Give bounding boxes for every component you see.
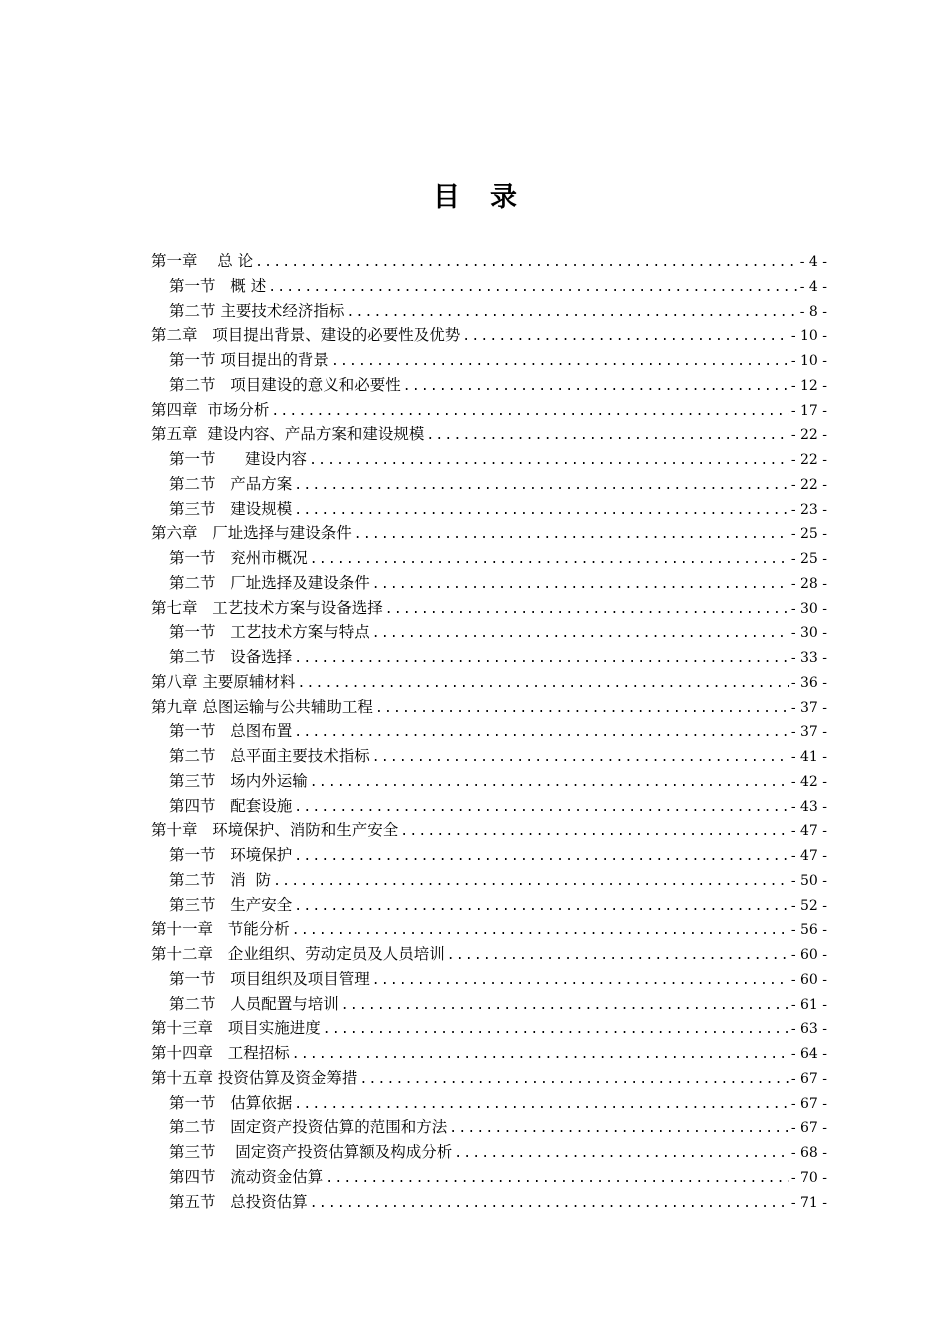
toc-entry-text: 第十章 环境保护、消防和生产安全 bbox=[151, 821, 399, 840]
toc-entry-text: 第九章 总图运输与公共辅助工程 bbox=[151, 697, 373, 716]
toc-chapter-entry[interactable] bbox=[151, 917, 827, 942]
toc-entry-text: 第一节 项目组织及项目管理 bbox=[169, 969, 370, 988]
toc-page-number: - 4 - bbox=[799, 254, 827, 270]
toc-page-number: - 4 - bbox=[799, 278, 827, 295]
toc-page-number: - 30 - bbox=[790, 625, 827, 642]
toc-dot-leader bbox=[297, 672, 788, 697]
toc-dot-leader bbox=[294, 796, 789, 821]
toc-dot-leader bbox=[447, 944, 789, 969]
toc-entry-text: 第十四章 工程招标 bbox=[151, 1044, 290, 1062]
toc-page-number: - 52 - bbox=[790, 897, 827, 914]
toc-page-number: - 33 - bbox=[790, 650, 827, 666]
toc-dot-leader bbox=[372, 573, 789, 598]
toc-page-number: - 67 - bbox=[790, 1070, 827, 1087]
toc-entry-text: 第一节 项目提出的背景 bbox=[169, 351, 329, 369]
toc-entry-text: 第四节 配套设施 bbox=[169, 796, 293, 815]
toc-entry-text: 第七章 工艺技术方案与设备选择 bbox=[151, 598, 383, 617]
toc-dot-leader bbox=[294, 474, 789, 499]
toc-chapter-entry[interactable] bbox=[151, 1041, 827, 1066]
toc-page-number: - 12 - bbox=[790, 377, 827, 394]
toc-dot-leader bbox=[292, 1043, 789, 1068]
toc-chapter-entry[interactable] bbox=[151, 398, 827, 423]
toc-dot-leader bbox=[325, 1167, 789, 1192]
toc-section-entry[interactable] bbox=[151, 299, 827, 324]
toc-page-number: - 8 - bbox=[799, 303, 827, 320]
toc-entry-text: 第三节 建设规模 bbox=[169, 499, 293, 518]
toc-dot-leader bbox=[359, 1068, 788, 1093]
toc-dot-leader bbox=[294, 499, 789, 524]
toc-page-number: - 25 - bbox=[790, 526, 827, 543]
toc-section-entry[interactable] bbox=[151, 967, 827, 992]
toc-page-number: - 47 - bbox=[790, 823, 827, 840]
toc-entry-text: 第二节 消 防 bbox=[169, 870, 272, 889]
toc-page-number: - 71 - bbox=[790, 1194, 827, 1211]
toc-page-number: - 56 - bbox=[790, 922, 827, 939]
toc-chapter-entry[interactable] bbox=[151, 695, 827, 720]
toc-entry-text: 第五节 总投资估算 bbox=[169, 1192, 308, 1211]
toc-section-entry[interactable] bbox=[151, 546, 827, 571]
toc-dot-leader bbox=[273, 870, 789, 895]
toc-section-entry[interactable] bbox=[151, 893, 827, 918]
toc-dot-leader bbox=[310, 771, 789, 796]
toc-entry-text: 第十一章 节能分析 bbox=[151, 920, 290, 939]
toc-page-number: - 28 - bbox=[790, 575, 827, 592]
toc-entry-text: 第六章 厂址选择与建设条件 bbox=[151, 524, 352, 543]
toc-dot-leader bbox=[372, 746, 789, 771]
toc-page-number: - 37 - bbox=[790, 724, 827, 741]
toc-section-entry[interactable] bbox=[151, 744, 827, 769]
toc-dot-leader bbox=[271, 400, 788, 425]
toc-dot-leader bbox=[309, 449, 789, 474]
toc-dot-leader bbox=[375, 697, 789, 722]
toc-page-number: - 63 - bbox=[790, 1021, 827, 1038]
toc-entry-text: 第一节 总图布置 bbox=[169, 722, 293, 741]
toc-chapter-entry[interactable] bbox=[151, 1066, 827, 1091]
toc-entry-text: 第二节 总平面主要技术指标 bbox=[169, 747, 370, 765]
toc-section-entry[interactable] bbox=[151, 1190, 827, 1215]
toc-entry-text: 第三节 生产安全 bbox=[169, 895, 293, 914]
toc-entry-text: 第三节 固定资产投资估算额及构成分析 bbox=[169, 1143, 453, 1161]
toc-dot-leader bbox=[385, 598, 789, 623]
toc-entry-text: 第五章 建设内容、产品方案和建设规模 bbox=[151, 425, 425, 444]
toc-page-number: - 42 - bbox=[790, 773, 827, 790]
toc-page-number: - 67 - bbox=[790, 1095, 827, 1112]
toc-section-entry[interactable] bbox=[151, 1115, 827, 1140]
toc-dot-leader bbox=[294, 895, 789, 920]
toc-entry-text: 第二节 产品方案 bbox=[169, 474, 293, 493]
toc-section-entry[interactable] bbox=[151, 794, 827, 819]
toc-section-entry[interactable] bbox=[151, 447, 827, 472]
toc-entry-text: 第一节 概 述 bbox=[169, 276, 267, 295]
toc-page-number: - 43 - bbox=[790, 798, 827, 815]
toc-page-number: - 60 - bbox=[790, 971, 827, 988]
toc-section-entry[interactable] bbox=[151, 497, 827, 522]
toc-page-number: - 61 - bbox=[790, 996, 827, 1013]
toc-entry-text: 第二章 项目提出背景、建设的必要性及优势 bbox=[151, 326, 461, 345]
toc-chapter-entry[interactable] bbox=[151, 422, 827, 447]
toc-section-entry[interactable] bbox=[151, 1165, 827, 1190]
toc-page-number: - 36 - bbox=[790, 674, 827, 691]
toc-page-number: - 10 - bbox=[790, 328, 827, 345]
toc-entry-text: 第四章 市场分析 bbox=[151, 400, 270, 419]
toc-page-number: - 25 - bbox=[790, 551, 827, 567]
toc-entry-text: 第一章 总 论 bbox=[151, 252, 254, 270]
toc-page-number: - 22 - bbox=[790, 427, 827, 444]
toc-entry-text: 第八章 主要原辅材料 bbox=[151, 672, 296, 691]
toc-page-number: - 37 - bbox=[790, 699, 827, 716]
toc-section-entry[interactable] bbox=[151, 571, 827, 596]
toc-entry-text: 第一节 估算依据 bbox=[169, 1093, 293, 1112]
toc-page-number: - 60 - bbox=[790, 947, 827, 963]
toc-entry-text: 第二节 厂址选择及建设条件 bbox=[169, 573, 370, 592]
toc-dot-leader bbox=[400, 820, 789, 845]
toc-list bbox=[151, 249, 827, 1214]
toc-entry-text: 第十三章 项目实施进度 bbox=[151, 1019, 321, 1038]
toc-dot-leader bbox=[403, 375, 789, 400]
toc-dot-leader bbox=[323, 1018, 789, 1043]
toc-page-number: - 10 - bbox=[790, 353, 827, 369]
toc-dot-leader bbox=[346, 301, 797, 326]
toc-entry-text: 第三节 场内外运输 bbox=[169, 771, 308, 790]
toc-dot-leader bbox=[310, 548, 789, 573]
toc-dot-leader bbox=[426, 424, 788, 449]
toc-chapter-entry[interactable] bbox=[151, 670, 827, 695]
toc-entry-text: 第四节 流动资金估算 bbox=[169, 1167, 324, 1186]
toc-dot-leader bbox=[341, 994, 789, 1019]
toc-dot-leader bbox=[292, 919, 789, 944]
toc-dot-leader bbox=[462, 325, 789, 350]
toc-entry-text: 第二节 人员配置与培训 bbox=[169, 994, 339, 1013]
toc-page-number: - 50 - bbox=[790, 872, 827, 889]
toc-dot-leader bbox=[372, 969, 789, 994]
toc-dot-leader bbox=[268, 276, 798, 301]
toc-chapter-entry[interactable] bbox=[151, 521, 827, 546]
toc-section-entry[interactable] bbox=[151, 769, 827, 794]
toc-entry-text: 第十二章 企业组织、劳动定员及人员培训 bbox=[151, 945, 445, 963]
toc-section-entry[interactable] bbox=[151, 719, 827, 744]
toc-chapter-entry[interactable] bbox=[151, 1016, 827, 1041]
toc-section-entry[interactable] bbox=[151, 1091, 827, 1116]
toc-page-number: - 30 - bbox=[790, 600, 827, 617]
toc-section-entry[interactable] bbox=[151, 992, 827, 1017]
toc-entry-text: 第一节 工艺技术方案与特点 bbox=[169, 623, 370, 642]
toc-section-entry[interactable] bbox=[151, 348, 827, 373]
toc-dot-leader bbox=[294, 845, 789, 870]
toc-dot-leader bbox=[294, 721, 789, 746]
toc-section-entry[interactable] bbox=[151, 620, 827, 645]
toc-entry-text: 第二节 设备选择 bbox=[169, 648, 293, 666]
toc-chapter-entry[interactable] bbox=[151, 818, 827, 843]
toc-page-number: - 22 - bbox=[790, 476, 827, 493]
toc-page-number: - 67 - bbox=[790, 1120, 827, 1137]
toc-section-entry[interactable] bbox=[151, 373, 827, 398]
toc-dot-leader bbox=[255, 251, 798, 276]
toc-section-entry[interactable] bbox=[151, 868, 827, 893]
toc-chapter-entry[interactable] bbox=[151, 596, 827, 621]
toc-section-entry[interactable] bbox=[151, 472, 827, 497]
toc-section-entry[interactable] bbox=[151, 1140, 827, 1165]
toc-page-number: - 64 - bbox=[790, 1046, 827, 1062]
toc-entry-text: 第十五章 投资估算及资金筹措 bbox=[151, 1068, 358, 1087]
toc-page-number: - 41 - bbox=[790, 749, 827, 765]
toc-dot-leader bbox=[372, 622, 789, 647]
toc-dot-leader bbox=[449, 1117, 789, 1142]
toc-page-number: - 22 - bbox=[790, 452, 827, 468]
toc-entry-text: 第一节 建设内容 bbox=[169, 450, 308, 468]
toc-entry-text: 第一节 兖州市概况 bbox=[169, 549, 308, 567]
toc-dot-leader bbox=[310, 1192, 789, 1217]
toc-dot-leader bbox=[294, 1093, 789, 1118]
toc-entry-text: 第二节 固定资产投资估算的范围和方法 bbox=[169, 1118, 448, 1137]
toc-dot-leader bbox=[454, 1142, 789, 1167]
toc-section-entry[interactable] bbox=[151, 274, 827, 299]
toc-section-entry[interactable] bbox=[151, 645, 827, 670]
toc-entry-text: 第一节 环境保护 bbox=[169, 846, 293, 864]
toc-page-number: - 68 - bbox=[790, 1145, 827, 1161]
toc-chapter-entry[interactable] bbox=[151, 942, 827, 967]
toc-entry-text: 第二节 项目建设的意义和必要性 bbox=[169, 375, 401, 394]
toc-page-number: - 47 - bbox=[790, 848, 827, 864]
toc-page-number: - 23 - bbox=[790, 501, 827, 518]
toc-section-entry[interactable] bbox=[151, 843, 827, 868]
toc-chapter-entry[interactable] bbox=[151, 249, 827, 274]
toc-entry-text: 第二节 主要技术经济指标 bbox=[169, 301, 345, 320]
toc-dot-leader bbox=[331, 350, 789, 375]
toc-page-number: - 17 - bbox=[790, 402, 827, 419]
toc-title: 目录 bbox=[433, 182, 547, 213]
toc-chapter-entry[interactable] bbox=[151, 323, 827, 348]
toc-dot-leader bbox=[294, 647, 789, 672]
toc-dot-leader bbox=[354, 523, 789, 548]
toc-page-number: - 70 - bbox=[790, 1169, 827, 1186]
